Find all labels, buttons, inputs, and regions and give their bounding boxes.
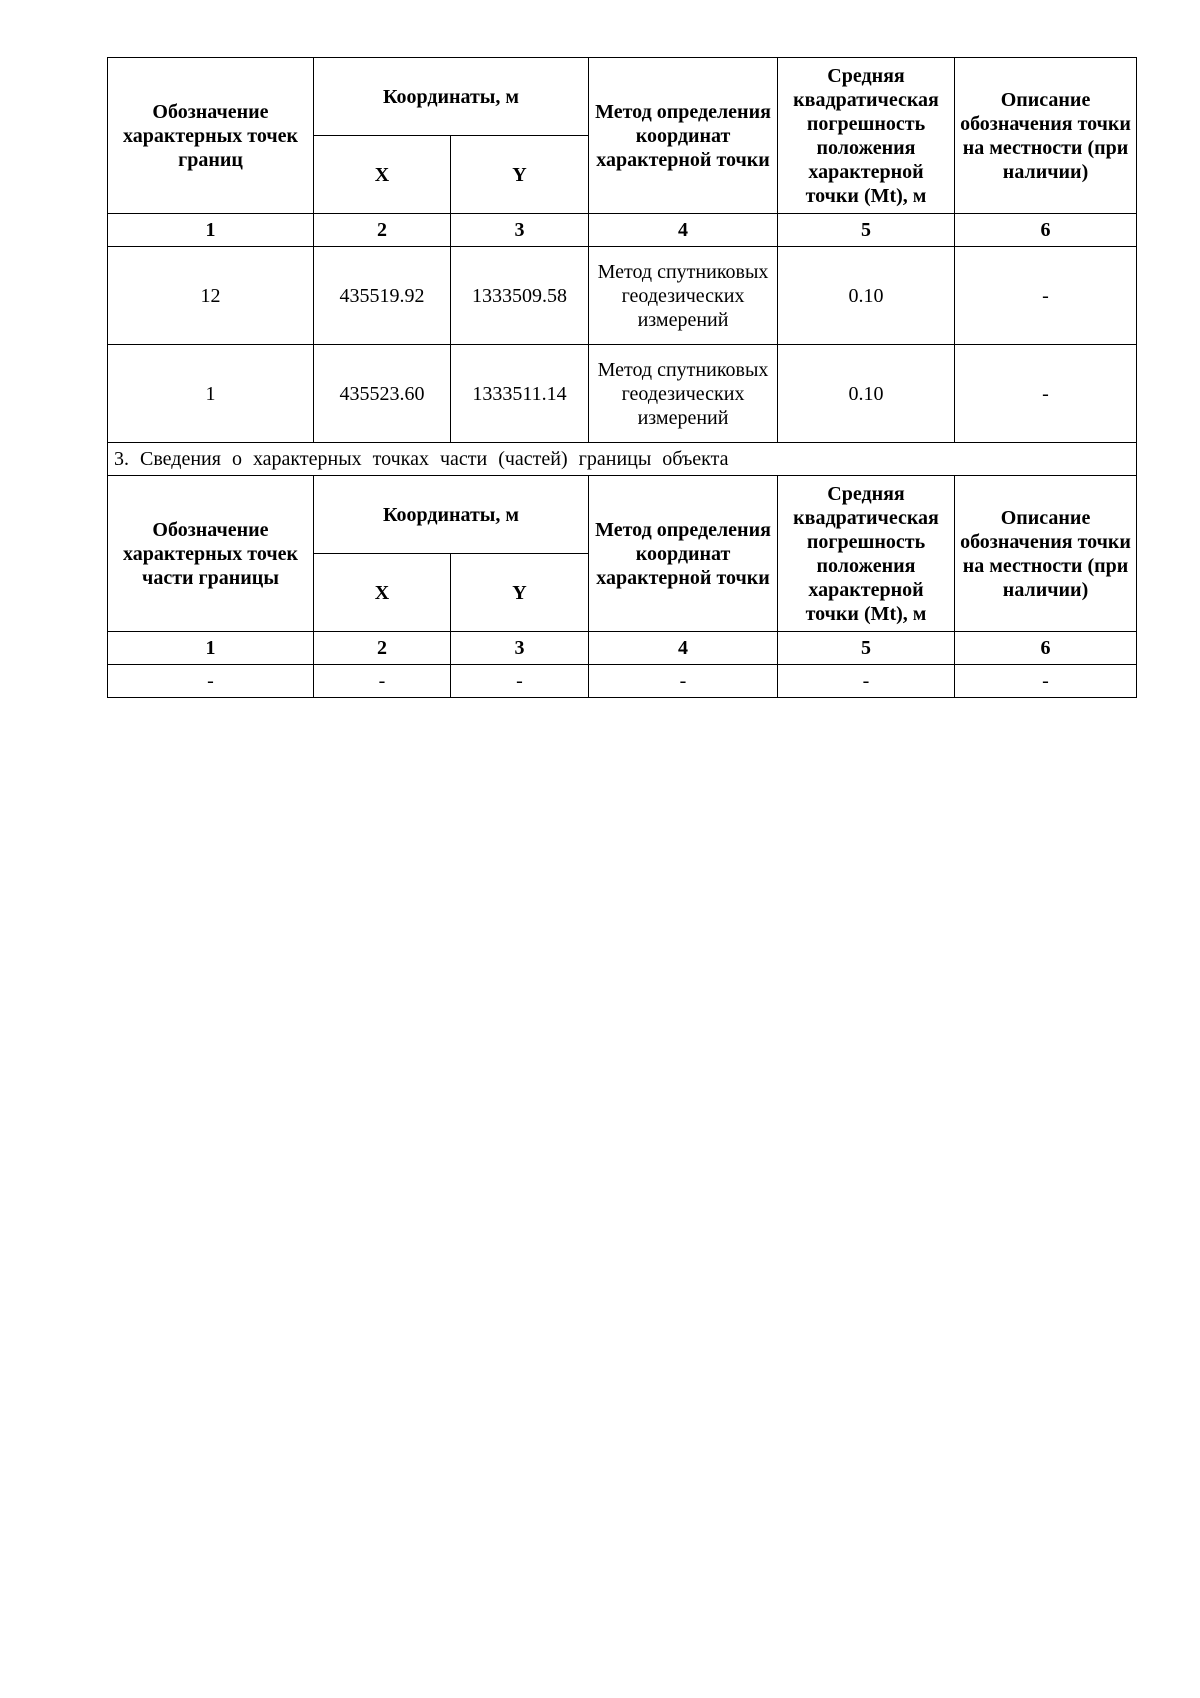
section-3-row bbox=[108, 443, 1137, 476]
column-number: 3 bbox=[451, 214, 589, 247]
cell-y: 1333509.58 bbox=[451, 247, 589, 345]
column-number: 2 bbox=[314, 214, 451, 247]
cell-description: - bbox=[955, 247, 1137, 345]
section-3-title: 3. Сведения о характерных точках части (частей) границы объекта bbox=[108, 443, 1137, 476]
cell-error: 0.10 bbox=[778, 345, 955, 443]
cell-error: 0.10 bbox=[778, 247, 955, 345]
header-error: Средняя квадратическая погрешность положения характерной точки (Mt), м bbox=[778, 58, 955, 214]
table1-column-numbers-row bbox=[108, 214, 1137, 247]
header-x: X bbox=[314, 554, 451, 632]
table-row bbox=[108, 665, 1137, 698]
boundary-points-table bbox=[107, 57, 1137, 698]
cell-y: - bbox=[451, 665, 589, 698]
header-method: Метод определения координат характерной точки bbox=[589, 58, 778, 214]
cell-y: 1333511.14 bbox=[451, 345, 589, 443]
header-coordinates: Координаты, м bbox=[314, 58, 589, 136]
column-number: 1 bbox=[108, 214, 314, 247]
column-number: 3 bbox=[451, 632, 589, 665]
cell-method: Метод спутниковых геодезических измерений bbox=[589, 345, 778, 443]
cell-method: Метод спутниковых геодезических измерений bbox=[589, 247, 778, 345]
header-designation: Обозначение характерных точек части границы bbox=[108, 476, 314, 632]
column-number: 5 bbox=[778, 632, 955, 665]
table2-column-numbers-row bbox=[108, 632, 1137, 665]
header-method: Метод определения координат характерной точки bbox=[589, 476, 778, 632]
table-row bbox=[108, 247, 1137, 345]
cell-error: - bbox=[778, 665, 955, 698]
cell-x: 435519.92 bbox=[314, 247, 451, 345]
header-y: Y bbox=[451, 136, 589, 214]
column-number: 5 bbox=[778, 214, 955, 247]
column-number: 4 bbox=[589, 632, 778, 665]
header-error: Средняя квадратическая погрешность положения характерной точки (Mt), м bbox=[778, 476, 955, 632]
column-number: 6 bbox=[955, 214, 1137, 247]
header-coordinates: Координаты, м bbox=[314, 476, 589, 554]
cell-method: - bbox=[589, 665, 778, 698]
cell-description: - bbox=[955, 345, 1137, 443]
header-designation: Обозначение характерных точек границ bbox=[108, 58, 314, 214]
cell-x: 435523.60 bbox=[314, 345, 451, 443]
column-number: 6 bbox=[955, 632, 1137, 665]
table2-header-row-1 bbox=[108, 476, 1137, 554]
header-x: X bbox=[314, 136, 451, 214]
header-description: Описание обозначения точки на местности (при наличии) bbox=[955, 476, 1137, 632]
column-number: 1 bbox=[108, 632, 314, 665]
cell-point: 12 bbox=[108, 247, 314, 345]
header-y: Y bbox=[451, 554, 589, 632]
cell-x: - bbox=[314, 665, 451, 698]
document-page bbox=[107, 57, 1136, 698]
cell-point: 1 bbox=[108, 345, 314, 443]
column-number: 2 bbox=[314, 632, 451, 665]
header-description: Описание обозначения точки на местности (при наличии) bbox=[955, 58, 1137, 214]
cell-description: - bbox=[955, 665, 1137, 698]
table-row bbox=[108, 345, 1137, 443]
table1-header-row-1 bbox=[108, 58, 1137, 136]
column-number: 4 bbox=[589, 214, 778, 247]
cell-point: - bbox=[108, 665, 314, 698]
